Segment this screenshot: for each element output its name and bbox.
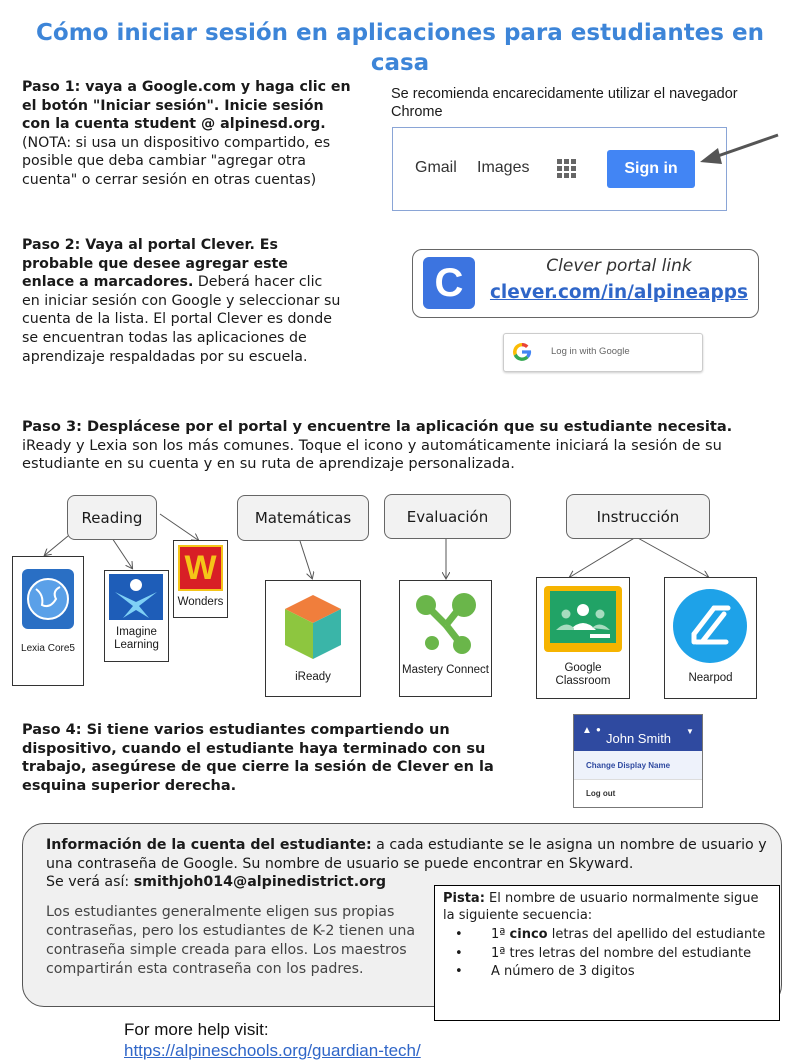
- hint-intro-text: El nombre de usuario normalmente sigue la siguiente secuencia:: [443, 891, 759, 923]
- wonders-label: Wonders: [177, 596, 224, 608]
- hint-item: • 1ª cinco letras del apellido del estudiante: [455, 927, 766, 942]
- step3-text: [22, 418, 784, 474]
- category-reading: Reading: [67, 495, 157, 540]
- chevron-down-icon: ▼: [686, 727, 694, 736]
- user-icon: ●: [596, 725, 601, 734]
- mastery-connect-icon: [414, 591, 478, 655]
- help-link[interactable]: https://alpineschools.org/guardian-tech/: [124, 1041, 421, 1060]
- hint-intro: [443, 891, 773, 924]
- pointer-arrow-icon: [698, 132, 780, 168]
- change-display-name-item[interactable]: [574, 751, 702, 780]
- app-google-classroom[interactable]: [536, 577, 630, 699]
- google-g-icon: [511, 341, 533, 363]
- step3-normal: iReady y Lexia son los más comunes. Toque el icono y automáticamente iniciará la sesión de su estudiante en su cuenta y en su ruta de aprendizaje personalizada.: [22, 436, 722, 473]
- bullet: •: [455, 945, 463, 961]
- app-lexia[interactable]: [12, 556, 84, 686]
- step1-normal: (NOTA: si usa un dispositivo compartido, es posible que deba cambiar "agregar otra cuenta" o cerrar sesión en otras cuentas): [22, 134, 331, 188]
- step1-text: [22, 78, 352, 190]
- imagine-learning-icon: [109, 574, 163, 620]
- account-info-text: [46, 836, 774, 892]
- clever-icon: C: [423, 257, 475, 309]
- app-wonders[interactable]: [173, 540, 228, 618]
- page-title: Cómo iniciar sesión en aplicaciones para estudiantes en casa: [36, 20, 764, 76]
- account-example: smithjoh014@alpinedistrict.org: [133, 874, 386, 891]
- images-link[interactable]: Images: [477, 159, 530, 176]
- hint-bold: Pista:: [443, 891, 485, 906]
- account-info-bold: Información de la cuenta del estudiante:: [46, 837, 372, 853]
- sign-in-button[interactable]: Sign in: [607, 150, 695, 188]
- user-name: John Smith: [606, 731, 672, 746]
- hint-list: [455, 927, 771, 981]
- nearpod-label: Nearpod: [688, 672, 733, 684]
- bullet: •: [455, 927, 463, 942]
- mastery-connect-label: Mastery Connect: [402, 664, 489, 676]
- category-evaluacion: Evaluación: [384, 494, 511, 539]
- user-menu-header[interactable]: [574, 715, 702, 751]
- clever-link[interactable]: clever.com/in/alpineapps: [489, 282, 749, 303]
- step4-text: Paso 4: Si tiene varios estudiantes compartiendo un dispositivo, cuando el estudiante haya terminado con su trabajo, asegúrese de que cierre la sesión de Clever en la esquina superior derecha.: [22, 722, 494, 794]
- login-with-google-button[interactable]: [503, 333, 703, 372]
- app-iready[interactable]: [265, 580, 361, 697]
- step2-normal: Deberá hacer clic en iniciar sesión con Google y seleccionar su cuenta de la lista. El portal Clever es donde se encuentran todas las aplicaciones de aprendizaje respaldadas por su escuela.: [22, 274, 341, 365]
- google-classroom-label: Google Classroom: [555, 662, 611, 687]
- category-instruccion: Instrucción: [566, 494, 710, 539]
- step2-text: [22, 236, 342, 366]
- hint-item: • A número de 3 digitos: [455, 964, 635, 979]
- clever-portal-box[interactable]: [412, 249, 759, 318]
- apps-grid-icon[interactable]: [556, 158, 578, 180]
- app-mastery-connect[interactable]: [399, 580, 492, 697]
- account-info-normal: a cada estudiante se le asigna un nombre de usuario y una contraseña de Google. Su nombre de usuario se puede encontrar en Skyward.: [46, 837, 767, 872]
- hint-item: • 1ª tres letras del nombre del estudiante: [455, 945, 752, 961]
- app-nearpod[interactable]: [664, 577, 757, 699]
- account-example-prefix: Se verá así:: [46, 874, 134, 891]
- iready-label: iReady: [295, 671, 331, 683]
- account-passwords-text: Los estudiantes generalmente eligen sus propias contraseñas, pero los estudiantes de K-2 tienen una contraseña simple creada para ellos. Los maestros compartirán esta contraseña con los padres.: [46, 904, 416, 977]
- google-bar-screenshot: [392, 127, 727, 211]
- step1-bold: Paso 1: vaya a Google.com y haga clic en el botón "Iniciar sesión". Inicie sesión con la cuenta student @ alpinesd.org.: [22, 79, 351, 133]
- clever-user-menu: [573, 714, 703, 808]
- clever-caption: Clever portal link: [546, 256, 692, 276]
- lexia-globe-icon: [22, 569, 74, 629]
- change-display-name-label: Change Display Name: [586, 761, 671, 770]
- gmail-link[interactable]: Gmail: [415, 159, 457, 176]
- help-text: For more help visit:: [124, 1020, 269, 1039]
- hint-box: [434, 885, 780, 1021]
- iready-cube-icon: [283, 593, 343, 661]
- lexia-label: Lexia Core5: [21, 643, 75, 654]
- bell-icon: ▲: [582, 725, 592, 736]
- chrome-note: Se recomienda encarecidamente utilizar el navegador Chrome: [391, 86, 738, 120]
- nearpod-icon: [672, 588, 748, 664]
- log-out-item[interactable]: Log out: [586, 789, 616, 798]
- step3-bold: Paso 3: Desplácese por el portal y encuentre la aplicación que su estudiante necesita.: [22, 418, 733, 435]
- app-imagine-learning[interactable]: [104, 570, 169, 662]
- bullet: •: [455, 964, 463, 979]
- wonders-icon: W: [178, 545, 223, 591]
- login-with-google-label: Log in with Google: [551, 346, 630, 357]
- imagine-learning-label: Imagine Learning: [114, 626, 159, 651]
- google-classroom-icon: [544, 586, 622, 652]
- category-matematicas: Matemáticas: [237, 495, 369, 541]
- step2-bold: Paso 2: Vaya al portal Clever. Es probable que desee agregar este enlace a marcadores.: [22, 237, 288, 291]
